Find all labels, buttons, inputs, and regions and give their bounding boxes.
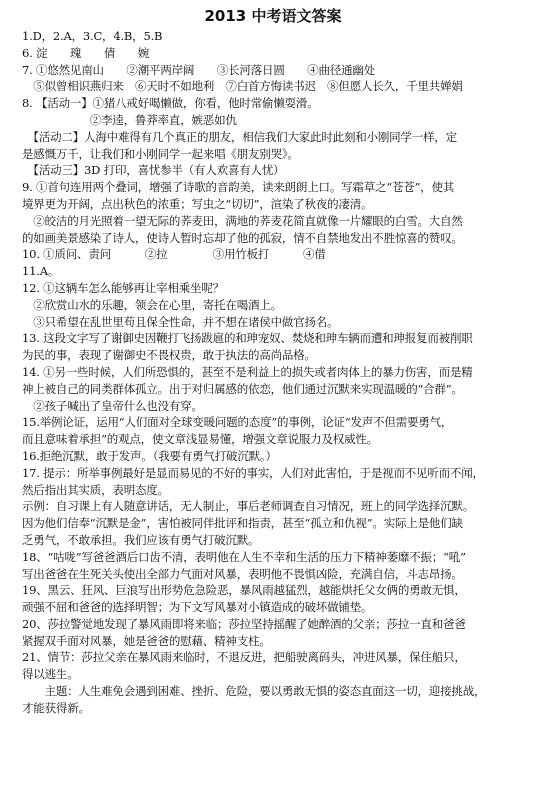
answer-line: 才能获得新。 xyxy=(22,700,90,715)
answer-line: 20、莎拉警觉地发现了暴风雨即将来临；莎拉坚持摇醒了她醉酒的父亲；莎拉一直和爸爸 xyxy=(22,616,466,631)
page-title: 2013 中考语文答案 xyxy=(204,7,342,25)
answer-line: 为民的事，表现了谢御史不畏权贵，敢于执法的高尚品格。 xyxy=(22,348,316,363)
answer-line: 10. ①质问、责问 ②拉 ③用竹板打 ④借 xyxy=(22,247,326,262)
answer-line: 紧握双手面对风暴，她是爸爸的慰藉、精神支柱。 xyxy=(22,633,271,648)
answer-line: 18、“咕咙”写爸爸酒后口齿不清，表明他在人生不幸和生活的压力下精神萎靡不振；“吼” xyxy=(22,549,466,564)
answer-line: 17. 提示：所举事例最好是显而易见的不好的事实，人们对此害怕，于是视而不见听而不闻， xyxy=(22,465,484,480)
answer-line: ③只希望在乱世里苟且保全性命，并不想在诸侯中做官扬名。 xyxy=(22,314,339,329)
answer-line: 12. ①这辆车怎么能够再让宰相乘坐呢？ xyxy=(22,280,224,295)
answer-line: 境界更为开阔，点出秋色的浓重；写虫之“切切”，渲染了秋夜的凄清。 xyxy=(22,196,373,211)
answer-line: ②欣赏山水的乐趣，领会在心里，寄托在喝酒上。 xyxy=(22,297,282,312)
answer-line: 乏勇气，不敢承担。我们应该有勇气打破沉默。 xyxy=(22,532,260,547)
answer-line: 6. 淀 瑰 倩 婉 xyxy=(22,45,150,60)
answer-line: 【活动二】人海中难得有几个真正的朋友，相信我们大家此时此刻和小刚同学一样，定 xyxy=(22,129,457,144)
answer-line: 然后指出其实质，表明态度。 xyxy=(22,482,169,497)
answer-line: 是感慨万千，让我们和小刚同学一起来唱《朋友别哭》。 xyxy=(22,146,299,161)
answer-line: 主题：人生难免会遇到困难、挫折、危险，要以勇敢无惧的姿态直面这一切，迎接挑战， xyxy=(22,684,486,699)
answer-body xyxy=(22,28,524,717)
answer-line: 【活动三】3D 打印，喜忧参半（有人欢喜有人忧） xyxy=(22,163,285,178)
answer-line: ⑤似曾相识燕归来 ⑥天时不如地利 ⑦白首方悔读书迟 ⑧但愿人长久，千里共婵娟 xyxy=(22,79,463,94)
answer-line: 14. ①另一些时候，人们所恐惧的，甚至不是利益上的损失或者肉体上的暴力伤害，而是精 xyxy=(22,364,473,379)
answer-line: 21、情节：莎拉父亲在暴风雨来临时，不退反进，把船驶离码头，冲进风暴，保住船只， xyxy=(22,650,466,665)
answer-line: ②皎洁的月光照着一望无际的荞麦田，满地的荞麦花简直就像一片耀眼的白雪。大自然 xyxy=(22,213,463,228)
answer-line: 8. 【活动一】①猪八戒好喝懒做，你看，他时常偷懒耍滑。 xyxy=(22,96,319,111)
answer-line: 9. ①首句连用两个叠词，增强了诗歌的音韵美，读来朗朗上口。写霜草之“苍苍”，使其 xyxy=(22,180,455,195)
answer-line: 因为他们信奉“沉默是金”，害怕被同伴批评和指责，甚至“孤立和仇视”。实际上是他们缺 xyxy=(22,516,463,531)
answer-line: 写出爸爸在生死关头使出全部力气面对风暴，表明他不畏惧凶险，充满自信，斗志昂扬。 xyxy=(22,566,463,581)
answer-line: 19、黑云、狂风、巨浪写出形势危急险恶，暴风雨越猛烈，越能烘托父女俩的勇敢无惧， xyxy=(22,583,466,598)
answer-line: 得以逃生。 xyxy=(22,667,79,682)
answer-line: ②李逵，鲁莽率直，嫉恶如仇 xyxy=(22,112,237,127)
answer-line: 7. ①悠然见南山 ②潮平两岸阔 ③长河落日圆 ④曲径通幽处 xyxy=(22,62,376,77)
answer-line: 示例：自习课上有人随意讲话，无人制止，事后老师调查自习情况，班上的同学选择沉默。 xyxy=(22,499,474,514)
answer-line: 而且意味着承担”的观点，使文章浅显易懂，增强文章说服力及权威性。 xyxy=(22,432,378,447)
answer-line: 的如画美景感染了诗人，使诗人暂时忘却了他的孤寂，情不自禁地发出不胜惊喜的赞叹。 xyxy=(22,230,463,245)
answer-line: 神上被自己的同类群体孤立。出于对归属感的依恋，他们通过沉默来实现温暖的“合群”。 xyxy=(22,381,463,396)
answer-line: 13. 这段文字写了谢御史因鞭打飞扬跋扈的和珅宠奴、焚烧和珅车辆而遭和珅报复而被削职 xyxy=(22,331,473,346)
answer-line: ②孩子喊出了皇帝什么也没有穿。 xyxy=(22,398,203,413)
answer-line: 16.拒绝沉默，敢于发声。（我要有勇气打破沉默。） xyxy=(22,448,277,463)
answer-line: 15.举例论证，运用“人们面对全球变暖问题的态度”的事例，论证“发声不但需要勇气， xyxy=(22,415,453,430)
answer-line: 顽强不屈和爸爸的选择明智；为下文写风暴对小镇造成的破坏做铺垫。 xyxy=(22,600,373,615)
answer-line: 11.A。 xyxy=(22,264,60,279)
answer-line: 1.D，2.A，3.C，4.B，5.B xyxy=(22,29,163,43)
